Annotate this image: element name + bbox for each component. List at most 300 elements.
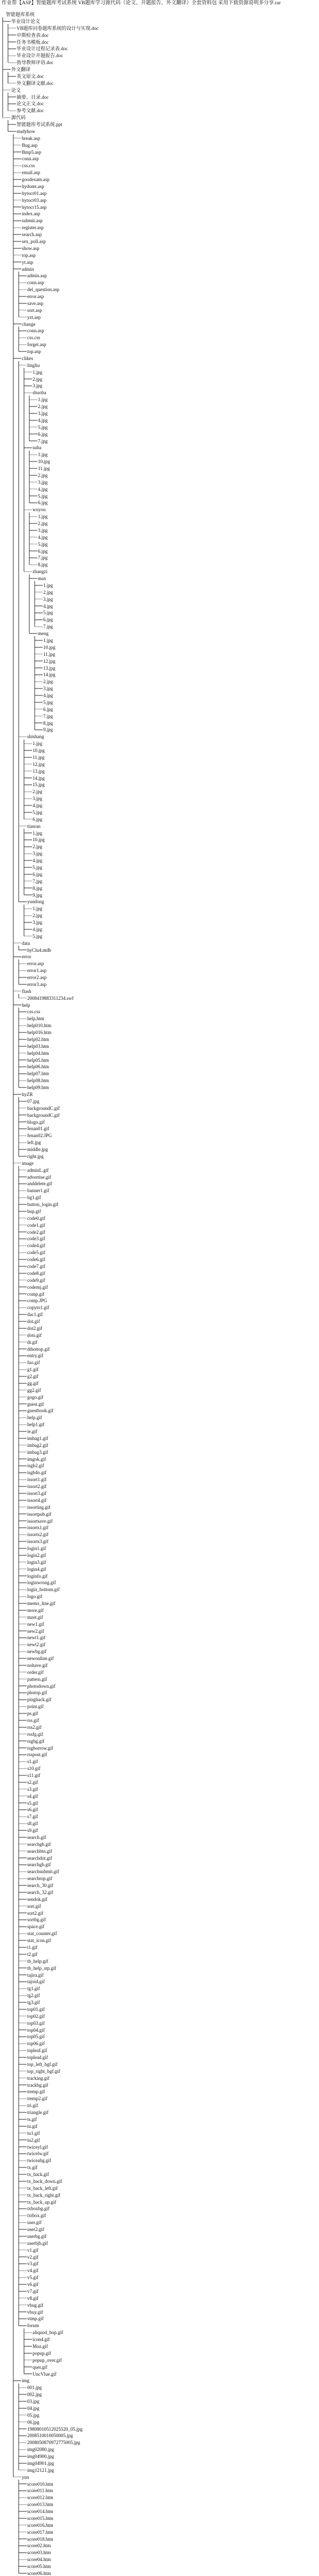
file-node: tremp2.gif [27, 2096, 47, 2102]
file-node: s2.gif [27, 1779, 38, 1785]
file-node: score013.htm [27, 2502, 53, 2508]
file-node: tx_back_up.gif [27, 2199, 57, 2205]
file-node: css.css [22, 163, 35, 169]
file-node: s8.gif [27, 1821, 38, 1827]
file-node: 11.jpg [43, 651, 55, 657]
file-node: searchbtn.gif [27, 1848, 52, 1854]
file-node: 指导教师评语.doc [17, 60, 54, 66]
file-node: help016.htm [27, 1030, 52, 1036]
file-node: ps.gif [27, 1711, 38, 1717]
file-node: fenan01.gif [27, 1126, 50, 1132]
file-node: 2008510010050005.jpg [27, 2433, 73, 2439]
file-node: search_30.gif [27, 1883, 53, 1889]
file-node: submit.asp [22, 218, 43, 224]
file-node: tu.gif [27, 2123, 38, 2129]
file-node: left.jpg [27, 1140, 41, 1146]
file-node: 03.jpg [27, 2399, 39, 2405]
file-node: score016.htm [27, 2522, 53, 2528]
file-node: userbjb.gif [27, 2240, 48, 2246]
file-node: login4.gif [27, 1566, 46, 1572]
file-node: score011.htm [27, 2488, 53, 2494]
file-node: top.asp [27, 349, 41, 355]
file-node: photop.gif [27, 1690, 47, 1696]
file-node: 2.jpg [38, 404, 48, 410]
file-node: dthottop.gif [27, 1346, 50, 1352]
file-node: bup.gif [27, 1208, 41, 1214]
file-node: 1.jpg [38, 452, 48, 458]
folder-node: studyhow [17, 128, 36, 134]
file-node: 英文原文.doc [17, 73, 44, 79]
file-node: 6.jpg [33, 871, 43, 877]
file-node: help05.htm [27, 1057, 49, 1063]
file-node: sendok.gif [27, 1896, 47, 1902]
file-node: Bmp5.asp [22, 149, 42, 155]
file-node: nohave.gif [27, 1662, 48, 1668]
file-node: issorts2.gif [27, 1532, 49, 1538]
file-node: copyto1.gif [27, 1305, 50, 1311]
file-node: memo_line.gif [27, 1601, 55, 1607]
file-node: 毕业设计过程记录表.doc [17, 46, 68, 52]
file-node: guestbook.gif [27, 1408, 54, 1414]
file-node: aliquod_bop.gif [33, 2330, 63, 2336]
file-node: v3.gif [27, 2261, 39, 2267]
file-node: error1.asp [27, 968, 47, 974]
file-node: t1.gif [27, 1945, 38, 1950]
folder-node: clikes [22, 355, 33, 361]
file-node: login1.gif [27, 1546, 46, 1552]
file-node: 5.jpg [43, 699, 53, 705]
file-node: codemj.gif [27, 1284, 48, 1290]
file-node: logo.gif [27, 1594, 43, 1600]
file-node: 智能题库考试系统.ppt [17, 122, 62, 128]
file-node: yzt.asp [27, 314, 41, 320]
file-node: sort2.gif [27, 1910, 44, 1916]
file-node: 7.jpg [43, 624, 53, 630]
file-node: dots.gif [27, 1332, 42, 1338]
file-node: 5.jpg [33, 809, 43, 815]
file-node: pattern.gif [27, 1676, 47, 1682]
file-node: issortpub.gif [27, 1511, 52, 1517]
file-node: VB题库问卷题库系统的设计与实现.doc [17, 25, 99, 31]
file-node: search_32.gif [27, 1889, 53, 1895]
file-node: middle.jpg [27, 1147, 48, 1153]
file-node: login2.gif [27, 1552, 46, 1558]
file-node: banner1.gif [27, 1188, 50, 1194]
file-node: help08.htm [27, 1078, 49, 1084]
file-node: help04.htm [27, 1050, 49, 1056]
folder-node: hyZR [22, 1092, 33, 1097]
file-node: 10.jpg [33, 837, 45, 843]
file-node: s11.gif [27, 1773, 41, 1779]
file-node: g1.gif [27, 1367, 39, 1373]
file-node: user.gif [27, 2220, 42, 2226]
file-node: dac1.gif [27, 1312, 43, 1318]
folder-node: 外文翻译 [11, 67, 31, 73]
folder-node: 源代码 [11, 115, 26, 121]
file-node: issortsave.gif [27, 1518, 53, 1524]
file-node: img04900.jpg [27, 2454, 54, 2460]
file-node: 3.jpg [33, 851, 43, 857]
file-node: show.asp [22, 245, 39, 251]
file-node: css.css [27, 1009, 41, 1015]
file-node: 中期检查表.doc [17, 32, 49, 38]
file-node: email.asp [22, 170, 41, 176]
file-node: photodown.gif [27, 1683, 55, 1689]
file-node: save.asp [27, 300, 44, 306]
file-node: issorts1.gif [27, 1525, 49, 1531]
file-node: score06.htm [27, 2571, 51, 2576]
file-node: code4.gif [27, 1243, 45, 1249]
file-node: more.gif [27, 1607, 44, 1613]
file-node: twicelw.gif [27, 2151, 49, 2157]
file-node: issorts3.gif [27, 1539, 49, 1545]
file-node: dr.gif [27, 1339, 38, 1345]
file-node: vbuy.gif [27, 2309, 43, 2315]
file-node: hytocr15.asp [22, 204, 47, 210]
file-node: 8.jpg [33, 885, 43, 891]
file-node: searchgb.gif [27, 1862, 51, 1868]
file-node: img02080.jpg [27, 2447, 54, 2453]
file-node: search.asp [22, 232, 42, 238]
folder-node: lingliu [27, 362, 40, 368]
file-node: 4.jpg [43, 603, 53, 609]
file-node: loginfo.gif [27, 1573, 48, 1579]
folder-node: shishang [27, 734, 44, 740]
folder-node: help [22, 1002, 30, 1008]
page-title: 作业帮【ASP】智能题库考试系统 VB题库学习源代码（论文、开题报告、外文翻译）全套资料包 采用下载资源说明多分享.rar [2, 1, 281, 6]
file-node: sex_poll.asp [22, 239, 46, 244]
file-node: twiceabg.gif [27, 2158, 51, 2164]
file-node: s6.gif [27, 1807, 38, 1813]
file-node: isgb4o.gif [27, 1470, 47, 1476]
file-node: 3.jpg [33, 920, 43, 926]
file-node: 任务书模板.doc [17, 39, 49, 45]
file-node: g2.gif [27, 1374, 39, 1380]
file-node: issort2.gif [27, 1484, 47, 1490]
file-node: 14.jpg [33, 775, 45, 781]
file-node: backgroundC.gif [27, 1112, 60, 1118]
file-node: tu2.gif [27, 2137, 40, 2143]
file-node: triangle.gif [27, 2110, 49, 2116]
file-node: help09.htm [27, 1085, 49, 1091]
file-node: 19808010512025520_05.jpg [27, 2426, 83, 2432]
file-node: 3.jpg [43, 596, 53, 602]
file-node: 04.jpg [27, 2405, 39, 2411]
file-node: issort4.gif [27, 1497, 47, 1503]
file-node: img12121.jpg [27, 2467, 54, 2473]
file-node: newonline.gif [27, 1656, 54, 1662]
file-node: quer.gif [33, 2364, 47, 2370]
file-node: tx_back_left.gif [27, 2185, 58, 2191]
file-node: userbg.gif [27, 2233, 47, 2239]
file-node: help1.gif [27, 1422, 45, 1428]
file-node: s5.gif [27, 1800, 38, 1806]
file-node: 6.jpg [38, 431, 48, 437]
file-node: txtbox.gif [27, 2213, 46, 2219]
file-node: hytocr03.asp [22, 197, 47, 203]
file-node: icon4.gif [33, 2337, 50, 2343]
file-node: score03.htm [27, 2550, 51, 2556]
file-node: tracking.gif [27, 2075, 50, 2081]
file-node: 4.jpg [43, 693, 53, 699]
file-node: 5.jpg [38, 541, 48, 547]
folder-node: flash [22, 988, 31, 994]
file-node: 4.jpg [33, 858, 43, 864]
file-node: adminL.gif [27, 1167, 49, 1173]
file-node: 05.jpg [27, 2412, 39, 2418]
file-node: top03.gif [27, 2020, 45, 2026]
file-node: bg1.gif [27, 1195, 41, 1201]
file-node: 7.jpg [38, 555, 48, 561]
file-node: t2.gif [27, 1951, 38, 1957]
folder-node: suba [33, 445, 42, 451]
file-node: entry.gif [27, 1353, 44, 1359]
file-node: newt2.gif [27, 1642, 46, 1648]
file-node: score017.htm [27, 2529, 53, 2535]
file-node: pingback.gif [27, 1697, 52, 1703]
file-node: css.css [27, 335, 41, 341]
file-node: 1.jpg [38, 397, 48, 403]
folder-node: tianran [27, 823, 41, 829]
file-node: code1.gif [27, 1222, 45, 1228]
file-node: txboxbg.gif [27, 2206, 50, 2212]
file-node: 5.jpg [33, 865, 43, 870]
file-node: v7.gif [27, 2288, 39, 2294]
file-node: new1.gif [27, 1621, 44, 1627]
file-node: 9.jpg [33, 892, 43, 898]
file-node: 7.jpg [38, 438, 48, 444]
file-node: v4.gif [27, 2268, 39, 2274]
folder-node: 毕业设计论文 [11, 18, 41, 24]
file-node: 10.jpg [43, 644, 55, 650]
file-node: v8.gif [27, 2295, 39, 2301]
file-node: imgok.gif [27, 1456, 46, 1462]
file-node: searchsubmit.gif [27, 1869, 59, 1875]
file-node: 2.jpg [33, 789, 43, 795]
file-node: newbg.gif [27, 1649, 47, 1655]
file-node: 2.jpg [43, 589, 53, 595]
file-node: advertise.gif [27, 1174, 51, 1180]
file-node: top02.gif [27, 2013, 45, 2019]
file-node: 6.jpg [38, 500, 48, 506]
file-node: top05.gif [27, 2034, 45, 2040]
file-node: break.asp [22, 135, 41, 141]
file-node: trackbg.gif [27, 2082, 49, 2088]
file-node: rsgbg.gif [27, 1738, 45, 1744]
file-node: login_bottom.gif [27, 1587, 60, 1593]
file-node: searchgb.gif [27, 1841, 51, 1847]
file-node: tb_help_stp.gif [27, 1965, 57, 1971]
file-node: backgroundC.gif [27, 1105, 60, 1111]
file-node: comp.gif [27, 1291, 45, 1297]
file-node: tajira.gif [27, 1972, 44, 1978]
file-node: hyClu4.mdb [27, 947, 51, 953]
file-node: s3.gif [27, 1786, 38, 1792]
file-node: tri.gif [27, 2103, 38, 2109]
file-node: 001.jpg [27, 2385, 42, 2391]
file-node: hytocr01.asp [22, 190, 47, 196]
file-node: 5.jpg [38, 493, 48, 499]
file-node: anddelete.gif [27, 1181, 52, 1187]
file-node: 2008050870972775005.jpg [27, 2440, 81, 2446]
file-node: rssfg.gif [27, 1731, 43, 1737]
file-node: 13.jpg [43, 665, 55, 671]
file-node: help07.htm [27, 1071, 49, 1077]
file-node: 002.jpg [27, 2392, 42, 2398]
file-node: imbag3.gif [27, 1449, 49, 1455]
folder-node: shuoba [33, 390, 46, 396]
file-node: top04.gif [27, 2027, 45, 2033]
file-node: v1.gif [27, 2247, 39, 2253]
file-node: 5.jpg [38, 424, 48, 430]
file-node: conn.asp [27, 280, 44, 286]
file-node: help.htm [27, 1016, 44, 1022]
file-node: rss.gif [27, 1718, 39, 1723]
file-node: register.asp [22, 225, 44, 231]
file-node: popup.gif [33, 2350, 51, 2356]
file-node: s4.gif [27, 1793, 38, 1799]
file-node: 3.jpg [38, 410, 48, 416]
file-node: help06.htm [27, 1064, 49, 1070]
file-node: tb_help.gif [27, 1958, 49, 1964]
file-node: help010.htm [27, 1023, 52, 1029]
file-node: img04901.jpg [27, 2460, 54, 2466]
file-node: 4.jpg [38, 417, 48, 423]
file-node: forget.asp [27, 342, 46, 348]
file-node: 1.jpg [33, 741, 43, 747]
file-node: issort3.gif [27, 1490, 47, 1496]
file-node: 1.jpg [33, 906, 43, 912]
file-node: 3.jpg [43, 686, 53, 692]
file-node: vtmp.gif [27, 2316, 44, 2322]
file-node: vbug.gif [27, 2302, 44, 2308]
file-node: rsgborrow.gif [27, 1745, 53, 1751]
file-node: 1.jpg [43, 582, 53, 588]
folder-node: admin [22, 266, 34, 272]
file-node: code7.gif [27, 1263, 45, 1269]
folder-node: data [22, 940, 30, 946]
file-node: 4.jpg [38, 534, 48, 540]
file-node: code3.gif [27, 1236, 45, 1242]
file-node: 2.jpg [33, 376, 43, 382]
file-node: top06.gif [27, 2041, 45, 2047]
file-node: code0.gif [27, 1215, 45, 1221]
file-node: code9.gif [27, 1277, 45, 1283]
file-node: 5.jpg [43, 610, 53, 616]
file-node: search.gif [27, 1834, 46, 1840]
file-node: sort.gif [27, 1903, 41, 1909]
file-node: s1.gif [27, 1759, 38, 1765]
file-node: gogo.gif [27, 1394, 44, 1400]
file-node: popup_over.gif [33, 2357, 62, 2363]
file-node: 8.jpg [38, 562, 48, 568]
folder-node: 论文 [11, 87, 21, 93]
file-node: 摘要、目录.doc [17, 94, 49, 100]
file-node: issort1.gif [27, 1477, 47, 1483]
file-node: 9.jpg [43, 727, 53, 733]
file-node: 11.jpg [38, 466, 50, 472]
file-node: code5.gif [27, 1250, 45, 1256]
file-node: order.gif [27, 1669, 44, 1675]
file-node: tg2.gif [27, 1993, 40, 1999]
file-node: 1.jpg [33, 830, 43, 836]
file-node: 6.jpg [43, 617, 53, 623]
file-node: 2.jpg [38, 521, 48, 527]
folder-node: error [22, 954, 31, 960]
file-node: top_right_bgf.gif [27, 2068, 60, 2074]
file-node: score02.htm [27, 2543, 51, 2549]
file-node: guest.gif [27, 1401, 44, 1407]
file-node: score010.htm [27, 2481, 53, 2487]
folder-node: yundong [27, 899, 44, 905]
file-node: help02.htm [27, 1036, 49, 1042]
file-node: 07.jpg [27, 1098, 39, 1104]
file-node: login3.gif [27, 1559, 46, 1565]
file-node: tg1.gif [27, 1986, 40, 1992]
file-node: searchdot.gif [27, 1855, 52, 1861]
file-node: isgb2.gif [27, 1463, 44, 1469]
file-node: 2.jpg [33, 844, 43, 850]
file-node: code2.gif [27, 1229, 45, 1235]
file-node: 06.jpg [27, 2419, 39, 2425]
file-node: error3.asp [27, 981, 47, 987]
file-node: help03.htm [27, 1043, 49, 1049]
file-node: button_login.gif [27, 1202, 59, 1208]
file-node: issorting.gif [27, 1504, 51, 1510]
file-node: 7.jpg [43, 713, 53, 719]
file-node: code8.gif [27, 1270, 45, 1276]
file-node: 14.jpg [43, 672, 55, 678]
file-node: 1.jpg [38, 514, 48, 520]
file-node: del_question.asp [27, 287, 60, 293]
file-node: sort.asp [27, 307, 42, 313]
file-node: 外文翻译文献.doc [17, 80, 54, 86]
file-node: score04.htm [27, 2557, 51, 2563]
file-node: goodexam.asp [22, 177, 50, 183]
file-node: s9.gif [27, 1828, 38, 1834]
file-node: v5.gif [27, 2275, 39, 2281]
file-node: score012.htm [27, 2495, 53, 2501]
file-node: top01.gif [27, 2006, 45, 2012]
file-node: 4.jpg [38, 486, 48, 492]
file-node: tu1.gif [27, 2130, 40, 2136]
folder-node: 智能题库系统 [6, 12, 35, 17]
file-node: 5.jpg [33, 933, 43, 939]
file-node: score018.htm [27, 2536, 53, 2542]
file-node: toplead.gif [27, 2055, 48, 2061]
file-node: loginwrong.gif [27, 1580, 56, 1586]
file-node: tx_back_right.gif [27, 2192, 61, 2198]
folder-node: meng [38, 631, 49, 637]
file-node: new2.gif [27, 1628, 44, 1634]
folder-node: img [22, 2378, 30, 2384]
folder-node: yun [22, 2474, 29, 2480]
file-node: space.gif [27, 1924, 45, 1930]
file-node: top_left_bgf.gif [27, 2061, 58, 2067]
file-node: tx_back.gif [27, 2172, 49, 2178]
file-node: searchtop.gif [27, 1876, 52, 1882]
file-node: 3.jpg [33, 796, 43, 802]
file-node: gg.gif [27, 1380, 39, 1386]
file-node: 3.jpg [33, 383, 43, 389]
file-node: tajoid.gif [27, 1979, 45, 1985]
file-node: twiceyl.gif [27, 2144, 48, 2150]
file-node: 2.jpg [33, 913, 43, 919]
file-node: 6.jpg [33, 816, 43, 822]
folder-node: wuyou [33, 507, 46, 513]
file-node: index.asp [22, 211, 41, 217]
file-node: 2.jpg [38, 472, 48, 478]
